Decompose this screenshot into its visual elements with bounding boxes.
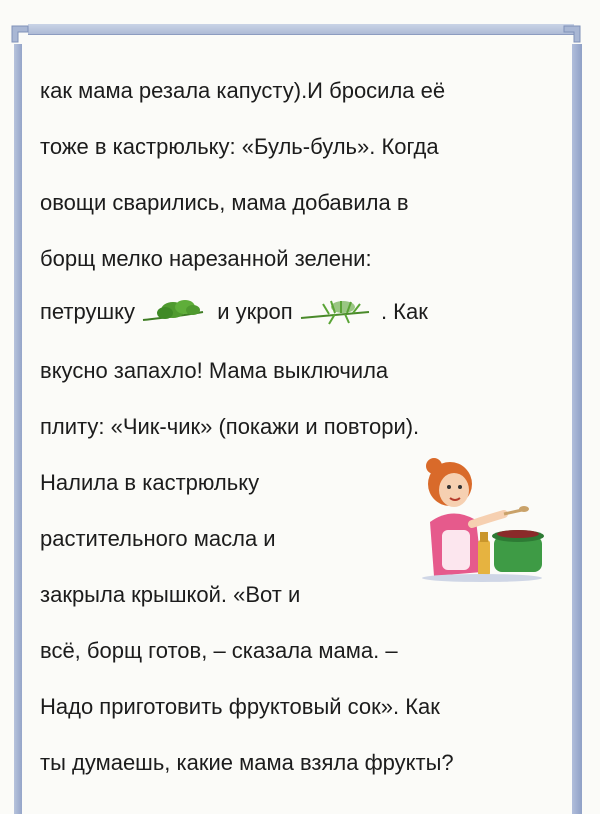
text-line-6: вкусно запахло! Мама выключила bbox=[40, 358, 389, 383]
text-line-13: ты думаешь, какие мама взяла фрукты? bbox=[40, 750, 454, 775]
text-line-11: всё, борщ готов, – сказала мама. – bbox=[40, 638, 398, 663]
frame-corner-ornament-left bbox=[8, 22, 32, 46]
word-dill: и укроп bbox=[217, 298, 293, 324]
text-line-7: плиту: «Чик-чик» (покажи и повтори). bbox=[40, 414, 420, 439]
word-parsley: петрушку bbox=[40, 298, 136, 324]
word-kak: . Как bbox=[380, 298, 428, 324]
text-line-3: овощи сварились, мама добавила в bbox=[40, 190, 409, 215]
text-line-1: как мама резала капусту).И бросила её bbox=[40, 78, 446, 103]
dill-icon bbox=[299, 298, 375, 328]
text-line-9: растительного масла и bbox=[40, 526, 276, 551]
cooking-mom-illustration bbox=[412, 452, 552, 584]
parsley-icon bbox=[141, 298, 211, 328]
text-line-10: закрыла крышкой. «Вот и bbox=[40, 582, 301, 607]
page-frame-left bbox=[14, 44, 22, 814]
text-line-12: Надо приготовить фруктовый сок». Как bbox=[40, 694, 440, 719]
page-frame-top bbox=[28, 24, 574, 35]
text-line-4: борщ мелко нарезанной зелени: bbox=[40, 246, 372, 271]
text-line-herbs bbox=[40, 298, 428, 328]
text-line-2: тоже в кастрюльку: «Буль-буль». Когда bbox=[40, 134, 439, 159]
page-frame-right bbox=[572, 44, 582, 814]
frame-corner-ornament-right bbox=[560, 22, 584, 46]
text-line-8: Налила в кастрюльку bbox=[40, 470, 260, 495]
